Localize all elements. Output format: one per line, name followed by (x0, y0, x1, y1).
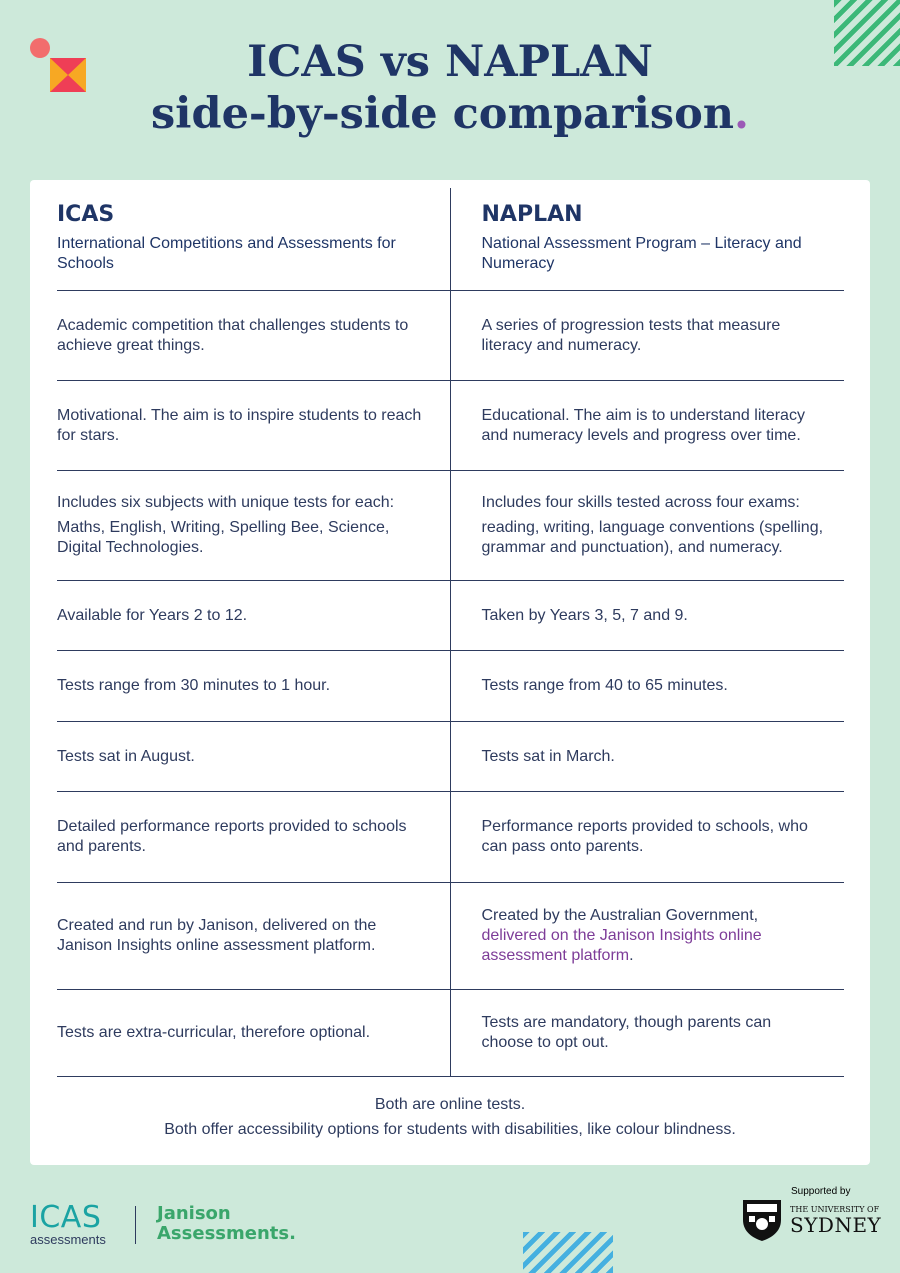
janison-logo-line-1: Janison (157, 1203, 231, 1224)
table-row (57, 990, 844, 1077)
header-icas-subtitle: International Competitions and Assessments for Schools (57, 235, 396, 272)
usyd-logo-big: SYDNEY (790, 1213, 882, 1237)
university-of-sydney-logo (790, 1205, 881, 1236)
university-crest-icon (741, 1198, 783, 1242)
row-icas-cell-list: Maths, English, Writing, Spelling Bee, Science, Digital Technologies. (57, 519, 390, 556)
table-row (57, 471, 844, 581)
table-row (57, 381, 844, 471)
row-naplan-cell-end: . (629, 947, 634, 964)
janison-logo-line-2-text: Assessments (157, 1223, 290, 1244)
icas-logo-subtext: assessments (30, 1232, 106, 1247)
janison-insights-link[interactable]: delivered on the Janison Insights online assessment platform (481, 927, 762, 964)
row-naplan-cell: Performance reports provided to schools, who can pass onto parents. (481, 818, 808, 855)
janison-logo-dot: . (289, 1223, 296, 1244)
header-naplan-subtitle: National Assessment Program – Literacy and Numeracy (481, 235, 802, 272)
row-icas-cell: Motivational. The aim is to inspire students to reach for stars. (57, 406, 422, 444)
row-naplan-cell (451, 471, 845, 580)
row-naplan-cell: Taken by Years 3, 5, 7 and 9. (481, 606, 688, 624)
row-naplan-cell: Educational. The aim is to understand literacy and numeracy levels and progress over time. (481, 406, 805, 444)
row-icas-cell: Detailed performance reports provided to schools and parents. (57, 818, 407, 855)
title-line-2 (0, 88, 900, 140)
row-icas-cell (57, 471, 451, 580)
header-icas-title: ICAS (57, 202, 115, 227)
row-naplan-cell-text (482, 906, 825, 966)
icas-assessments-logo (30, 1200, 106, 1247)
janison-assessments-logo (157, 1204, 296, 1244)
title-line-2-text: side-by-side comparison (150, 89, 735, 139)
page-title (0, 36, 900, 140)
row-naplan-cell: A series of progression tests that measure literacy and numeracy. (481, 316, 781, 354)
comparison-table (57, 180, 844, 1077)
row-icas-cell: Tests range from 30 minutes to 1 hour. (57, 677, 331, 694)
row-naplan-cell-start: Created by the Australian Government, (481, 907, 759, 924)
footer-note (30, 1092, 870, 1142)
row-icas-cell: Tests sat in August. (57, 747, 195, 765)
footer-note-line-2: Both offer accessibility options for students with disabilities, like colour blindness. (164, 1121, 736, 1138)
row-naplan-cell-list: reading, writing, language conventions (spelling, grammar and punctuation), and numeracy. (481, 519, 824, 556)
table-row (57, 291, 844, 381)
title-dot: . (734, 89, 750, 139)
row-icas-cell: Tests are extra-curricular, therefore optional. (57, 1024, 371, 1041)
row-icas-cell: Academic competition that challenges students to achieve great things. (57, 316, 409, 354)
table-row (57, 651, 844, 722)
logo-separator (135, 1206, 136, 1244)
header-icas (57, 180, 451, 290)
comparison-card (30, 180, 870, 1165)
title-line-1: ICAS vs NAPLAN (247, 37, 653, 87)
row-naplan-cell-intro: Includes four skills tested across four exams: (481, 494, 800, 511)
icas-logo-text: ICAS (30, 1200, 102, 1235)
header-naplan (451, 180, 845, 290)
table-row (57, 792, 844, 883)
decor-stripes-bottom (523, 1232, 613, 1273)
row-naplan-cell: Tests are mandatory, though parents can choose to opt out. (481, 1014, 772, 1051)
supported-by-label: Supported by (791, 1186, 851, 1197)
footer-note-line-1: Both are online tests. (374, 1096, 526, 1113)
janison-logo-line-2 (157, 1224, 296, 1244)
row-icas-cell-intro: Includes six subjects with unique tests for each: (57, 494, 395, 511)
row-icas-cell: Created and run by Janison, delivered on the Janison Insights online assessment platform. (57, 917, 377, 954)
table-header-row (57, 180, 844, 291)
row-naplan-cell (451, 883, 845, 989)
usyd-logo-small: THE UNIVERSITY OF (790, 1205, 880, 1214)
table-row (57, 722, 844, 792)
row-naplan-cell: Tests range from 40 to 65 minutes. (481, 677, 728, 694)
row-naplan-cell: Tests sat in March. (481, 747, 615, 765)
table-row (57, 883, 844, 990)
row-icas-cell: Available for Years 2 to 12. (57, 606, 248, 624)
table-row (57, 581, 844, 651)
header-naplan-title: NAPLAN (481, 202, 583, 227)
